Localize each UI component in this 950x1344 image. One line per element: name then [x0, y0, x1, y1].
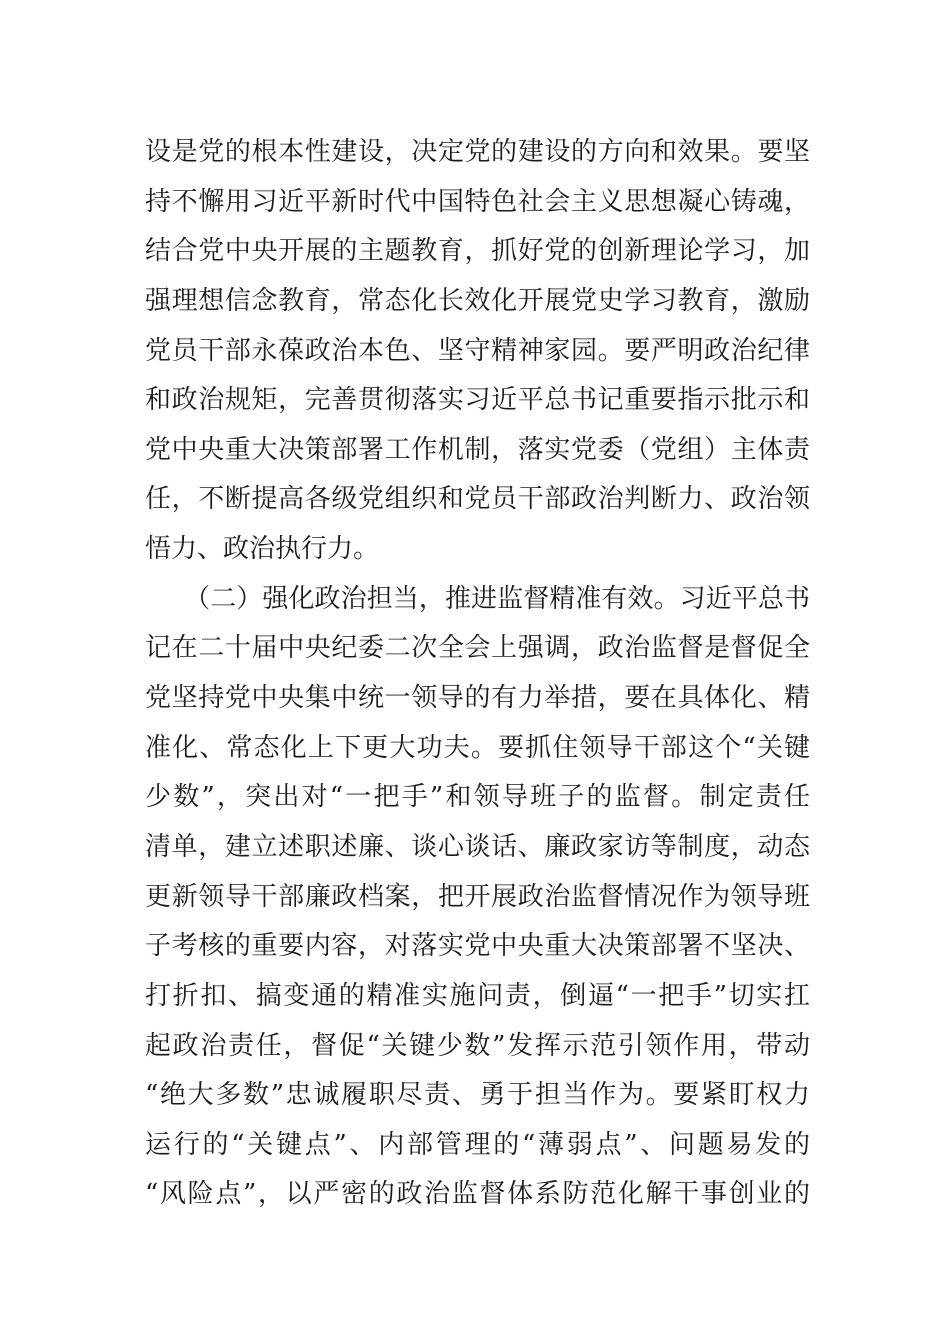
text-line: 强理想信念教育，常态化长效化开展党史学习教育，激励	[145, 285, 810, 316]
text-line: 结合党中央开展的主题教育，抓好党的创新理论学习，加	[145, 236, 810, 267]
text-line: 持不懈用习近平新时代中国特色社会主义思想凝心铸魂，	[145, 186, 810, 217]
text-line: 少数”，突出对“一把手”和领导班子的监督。制定责任	[145, 782, 810, 813]
text-line-paragraph-end: 悟力、政治执行力。	[145, 534, 380, 565]
text-line: 和政治规矩，完善贯彻落实习近平总书记重要指示批示和	[145, 385, 810, 416]
text-line: 准化、常态化上下更大功夫。要抓住领导干部这个“关键	[145, 732, 810, 763]
text-line: 任，不断提高各级党组织和党员干部政治判断力、政治领	[145, 484, 810, 515]
text-line: 清单，建立述职述廉、谈心谈话、廉政家访等制度，动态	[145, 831, 810, 862]
text-line: 记在二十届中央纪委二次全会上强调，政治监督是督促全	[145, 633, 810, 664]
text-line: 打折扣、搞变通的精准实施问责，倒逼“一把手”切实扛	[145, 980, 810, 1011]
text-line: 党中央重大决策部署工作机制，落实党委（党组）主体责	[145, 434, 810, 465]
document-body	[145, 128, 810, 1220]
text-line-section-heading: （二）强化政治担当，推进监督精准有效。习近平总书	[145, 583, 810, 614]
text-line: 起政治责任，督促“关键少数”发挥示范引领作用，带动	[145, 1030, 810, 1061]
text-line: “风险点”，以严密的政治监督体系防范化解干事创业的	[145, 1179, 810, 1210]
text-line: 更新领导干部廉政档案，把开展政治监督情况作为领导班	[145, 881, 810, 912]
text-line: 党员干部永葆政治本色、坚守精神家园。要严明政治纪律	[145, 335, 810, 366]
text-line: 运行的“关键点”、内部管理的“薄弱点”、问题易发的	[145, 1129, 810, 1160]
text-line: “绝大多数”忠诚履职尽责、勇于担当作为。要紧盯权力	[145, 1080, 810, 1111]
text-line: 设是党的根本性建设，决定党的建设的方向和效果。要坚	[145, 137, 810, 167]
text-line: 子考核的重要内容，对落实党中央重大决策部署不坚决、	[145, 931, 810, 962]
text-line: 党坚持党中央集中统一领导的有力举措，要在具体化、精	[145, 683, 810, 714]
